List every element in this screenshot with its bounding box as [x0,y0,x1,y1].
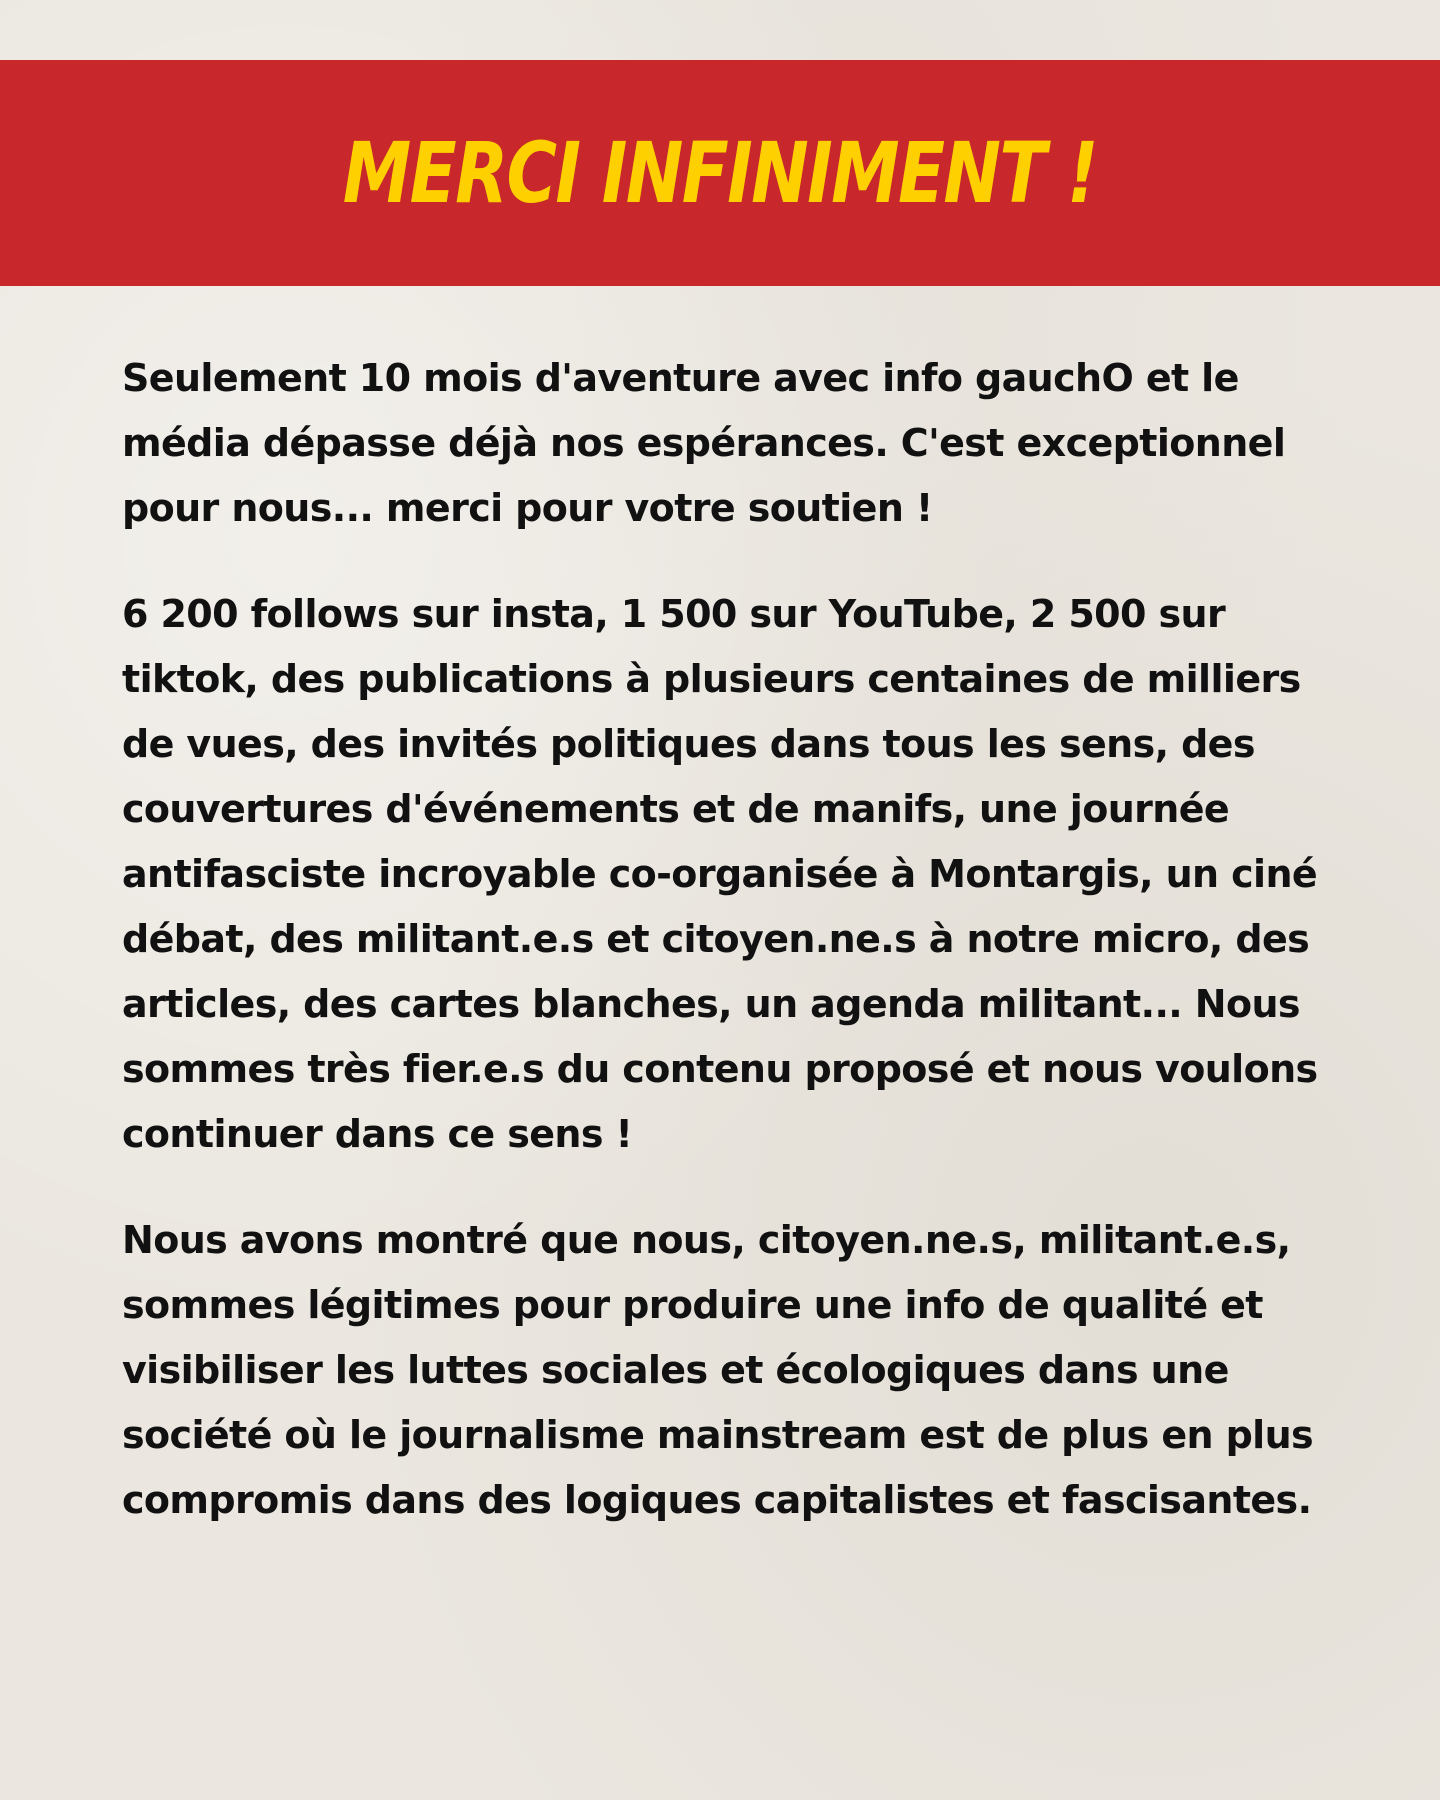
paragraph-legitimacy: Nous avons montré que nous, citoyen.ne.s, militant.e.s, sommes légitimes pour produire une info de qualité et visibiliser les luttes sociales et écologiques dans une société où le journalisme mainstream est de plus en plus compromis dans des logiques capitalistes et fascisantes. [122,1218,1314,1522]
paragraph-achievements: 6 200 follows sur insta, 1 500 sur YouTube, 2 500 sur tiktok, des publications à plusieurs centaines de milliers de vues, des invités politiques dans tous les sens, des couvertures d'événements et de manifs, une journée antifasciste incroyable co-organisée à Montargis, un ciné débat, des militant.e.s et citoyen.ne.s à notre micro, des articles, des cartes blanches, un agenda militant... Nous sommes très fier.e.s du contenu proposé et nous voulons continuer dans ce sens ! [122,592,1318,1156]
body-text [122,346,1362,1574]
paragraph-intro: Seulement 10 mois d'aventure avec info gauchO et le média dépasse déjà nos espérances. C'est exceptionnel pour nous... merci pour votre soutien ! [122,356,1286,530]
page-title: MERCI INFINIMENT ! [342,124,1098,222]
title-banner [0,60,1440,286]
